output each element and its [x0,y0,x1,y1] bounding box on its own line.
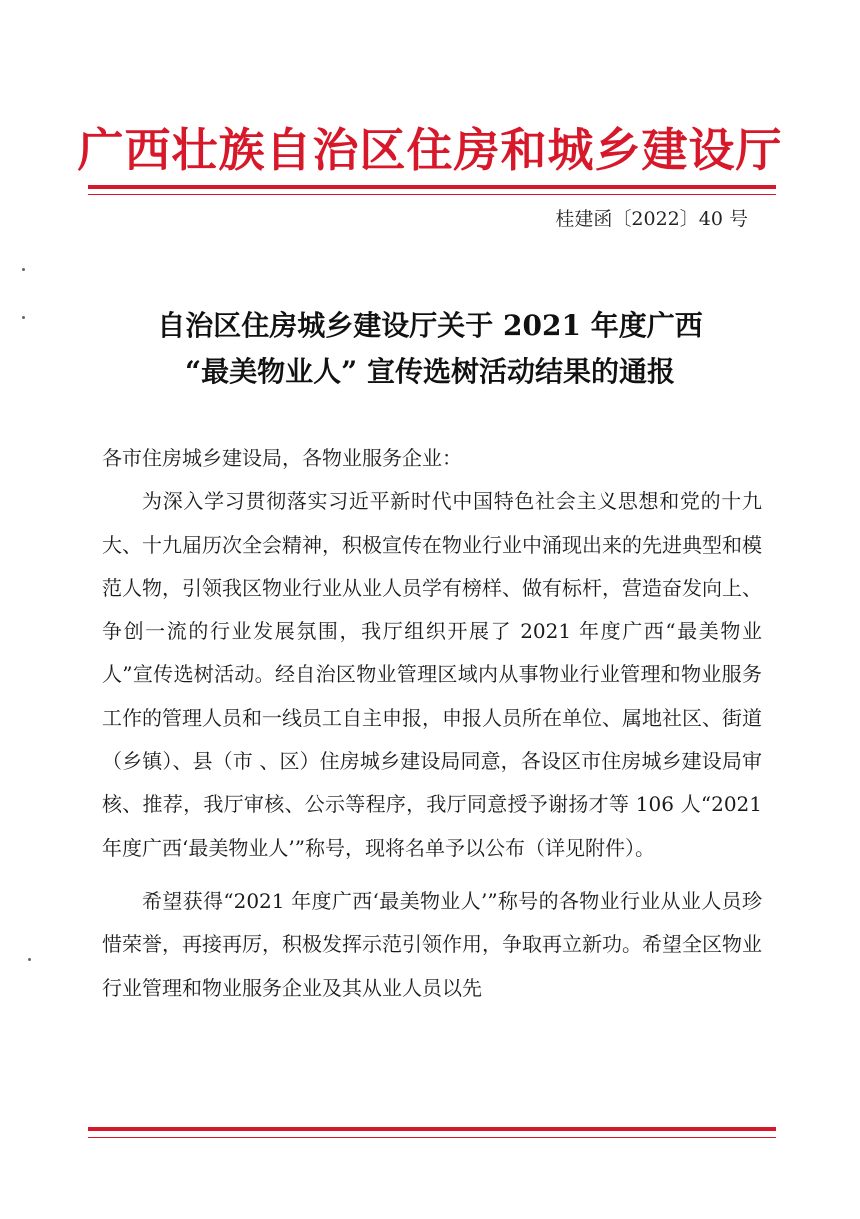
body-paragraph-1: 为深入学习贯彻落实习近平新时代中国特色社会主义思想和党的十九大、十九届历次全会精神，积极宣传在物业行业中涌现出来的先进典型和模范人物，引领我区物业行业从业人员学有榜样、做有标杆，营造奋发向上、争创一流的行业发展氛围，我厅组织开展了 2021 年度广西“最美物业人”宣传选树活动。经自治区物业管理区域内从事物业行业管理和物业服务工作的管理人员和一线员工自主申报，申报人员所在单位、属地社区、街道（乡镇）、县（市 、区）住房城乡建设局同意，各设区市住房城乡建设局审核、推荐，我厅审核、公示等程序，我厅同意授予谢扬才等 106 人“2021 年度广西‘最美物业人’”称号，现将名单予以公布（详见附件）。 [102,489,762,860]
header-rule-thick [88,185,776,189]
header-rule-thin [88,194,776,195]
notice-title-line-2: “最美物业人” 宣传选树活动结果的通报 [185,355,675,388]
salutation: 各市住房城乡建设局，各物业服务企业： [102,446,462,470]
document-number: 桂建函〔2022〕40 号 [555,208,748,230]
agency-header-title: 广西壮族自治区住房和城乡建设厅 [77,123,783,177]
scan-speck [28,958,31,961]
notice-body [102,437,762,1010]
footer-rule-thick [88,1127,776,1131]
scan-speck [22,268,25,271]
body-paragraph-2: 希望获得“2021 年度广西‘最美物业人’”称号的各物业行业从业人员珍惜荣誉，再接再厉，积极发挥示范引领作用，争取再立新功。希望全区物业行业管理和物业服务企业及其从业人员以先 [102,888,762,1000]
scan-speck [22,316,25,319]
footer-rule-thin [88,1137,776,1138]
notice-title-line-1: 自治区住房城乡建设厅关于 2021 年度广西 [157,309,703,342]
